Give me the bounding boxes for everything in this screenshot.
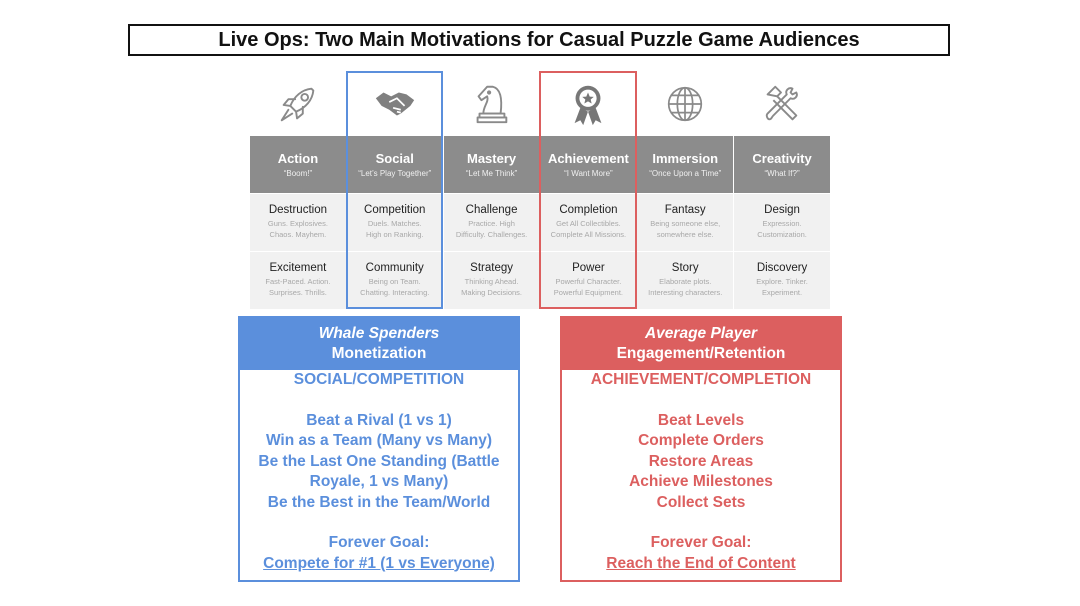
column-header-immersion bbox=[637, 136, 734, 193]
cell-name: Competition bbox=[364, 204, 426, 217]
column-tagline: “Once Upon a Time” bbox=[649, 169, 722, 178]
cell-description: Powerful Character. Powerful Equipment. bbox=[553, 277, 623, 297]
goal-link[interactable]: Compete for #1 (1 vs Everyone) bbox=[263, 554, 495, 572]
panel-title: Whale Spenders bbox=[318, 324, 440, 342]
panel-body bbox=[562, 370, 840, 574]
grid-cell bbox=[444, 194, 541, 251]
cell-description: Duels. Matches. High on Ranking. bbox=[365, 219, 424, 239]
panel-focus: ACHIEVEMENT/COMPLETION bbox=[590, 371, 812, 388]
grid-cell bbox=[250, 194, 347, 251]
column-tagline: “What If?” bbox=[764, 169, 800, 178]
panel-title: Average Player bbox=[644, 324, 758, 342]
average-player-panel bbox=[560, 316, 842, 582]
cell-description: Practice. High Difficulty. Challenges. bbox=[455, 219, 528, 239]
grid-cell bbox=[734, 194, 830, 251]
column-name: Achievement bbox=[547, 151, 629, 166]
list-item: Beat Levels bbox=[657, 411, 745, 429]
column-name: Immersion bbox=[652, 151, 719, 166]
tools-icon bbox=[733, 74, 830, 134]
list-item: Restore Areas bbox=[648, 452, 754, 470]
cell-name: Story bbox=[671, 262, 699, 275]
chess-knight-icon bbox=[443, 74, 540, 134]
panel-body bbox=[240, 370, 518, 574]
column-tagline: “I Want More” bbox=[564, 169, 613, 178]
goal-label: Forever Goal: bbox=[328, 534, 430, 551]
cell-description: Get All Collectibles. Complete All Missions. bbox=[550, 219, 627, 239]
cell-name: Discovery bbox=[756, 262, 808, 275]
cell-name: Completion bbox=[559, 204, 618, 217]
cell-name: Challenge bbox=[465, 204, 518, 217]
column-tagline: “Let Me Think” bbox=[465, 169, 518, 178]
column-tagline: “Let’s Play Together” bbox=[358, 169, 432, 178]
grid-cell bbox=[250, 252, 347, 309]
panel-header bbox=[562, 318, 840, 370]
column-header-creativity bbox=[734, 136, 830, 193]
column-header-action bbox=[250, 136, 347, 193]
social-column-highlight bbox=[346, 71, 443, 309]
panel-subtitle: Engagement/Retention bbox=[616, 345, 786, 362]
column-header-mastery bbox=[444, 136, 541, 193]
list-item: Royale, 1 vs Many) bbox=[309, 473, 449, 490]
list-item: Collect Sets bbox=[656, 493, 746, 511]
cell-description: Thinking Ahead. Making Decisions. bbox=[461, 277, 522, 297]
panel-subtitle: Monetization bbox=[331, 345, 427, 362]
column-name: Social bbox=[375, 151, 414, 166]
slide-title: Live Ops: Two Main Motivations for Casual Puzzle Game Audiences bbox=[128, 24, 950, 56]
whale-spenders-panel bbox=[238, 316, 520, 582]
column-tagline: “Boom!” bbox=[283, 169, 313, 178]
column-name: Creativity bbox=[752, 151, 812, 166]
list-item: Be the Best in the Team/World bbox=[267, 493, 491, 511]
cell-description: Being on Team. Chatting. Interacting. bbox=[360, 277, 430, 297]
cell-name: Destruction bbox=[268, 204, 327, 217]
cell-name: Strategy bbox=[470, 262, 513, 275]
cell-description: Explore. Tinker. Experiment. bbox=[756, 277, 808, 297]
cell-name: Design bbox=[764, 204, 800, 217]
goal-label: Forever Goal: bbox=[650, 534, 752, 551]
column-name: Mastery bbox=[467, 151, 517, 166]
cell-description: Expression. Customization. bbox=[757, 219, 807, 239]
list-item: Beat a Rival (1 vs 1) bbox=[306, 411, 452, 429]
list-item: Achieve Milestones bbox=[629, 473, 773, 490]
cell-description: Elaborate plots. Interesting characters. bbox=[648, 277, 723, 297]
cell-description: Guns. Explosives. Chaos. Mayhem. bbox=[267, 219, 328, 239]
column-name: Action bbox=[277, 151, 319, 166]
cell-description: Being someone else, somewhere else. bbox=[650, 219, 721, 239]
list-item: Complete Orders bbox=[638, 432, 764, 449]
list-item: Win as a Team (Many vs Many) bbox=[265, 432, 493, 449]
panel-header bbox=[240, 318, 518, 370]
grid-cell bbox=[444, 252, 541, 309]
panel-focus: SOCIAL/COMPETITION bbox=[293, 371, 465, 388]
achievement-column-highlight bbox=[539, 71, 637, 309]
list-item: Be the Last One Standing (Battle bbox=[258, 452, 500, 470]
grid-cell bbox=[637, 252, 734, 309]
cell-name: Community bbox=[365, 262, 424, 275]
grid-cell bbox=[637, 194, 734, 251]
rocket-icon bbox=[250, 74, 347, 134]
cell-name: Excitement bbox=[269, 262, 327, 275]
cell-description: Fast-Paced. Action. Surprises. Thrills. bbox=[265, 277, 331, 297]
cell-name: Fantasy bbox=[664, 204, 706, 217]
grid-cell bbox=[734, 252, 830, 309]
goal-link[interactable]: Reach the End of Content bbox=[606, 554, 796, 572]
globe-icon bbox=[636, 74, 733, 134]
cell-name: Power bbox=[572, 262, 605, 275]
